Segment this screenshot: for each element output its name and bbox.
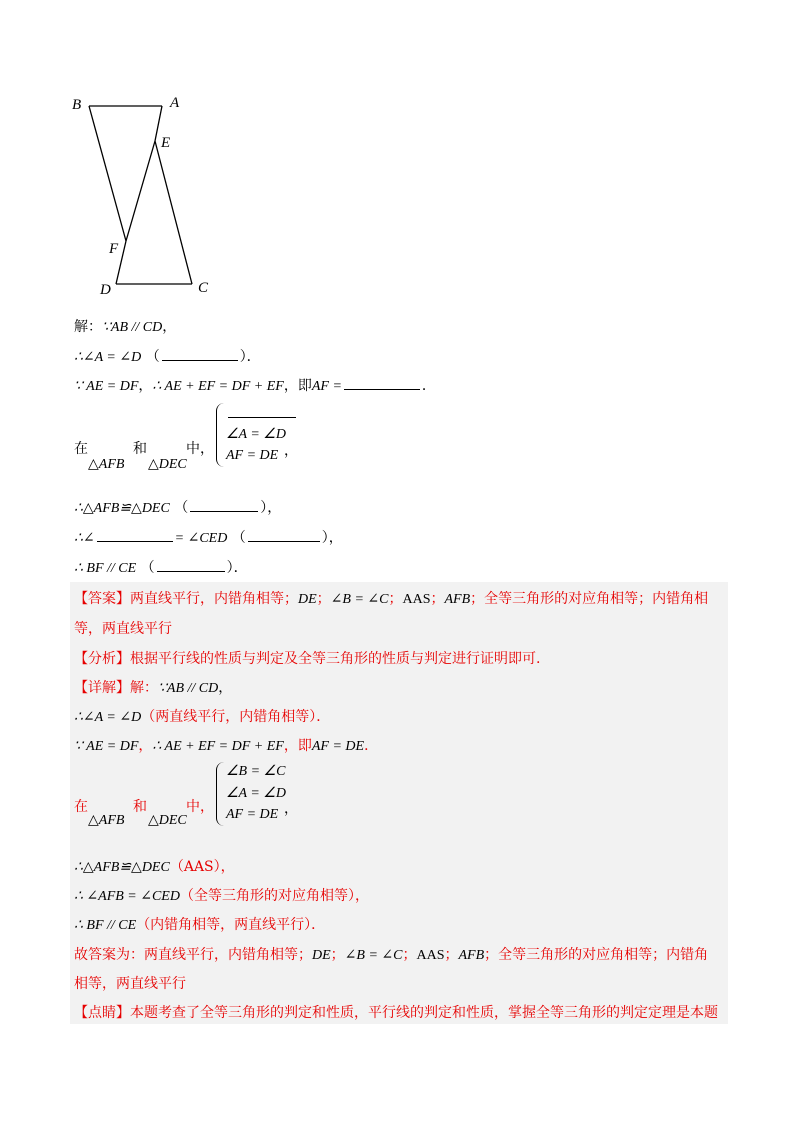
punct: ， — [138, 378, 153, 394]
punct: ）， — [321, 530, 343, 546]
punct: ）． — [226, 560, 248, 576]
punct: ； — [444, 947, 459, 963]
math-expr: ∵AB // CD — [102, 320, 163, 335]
system-row-3: AF = DE — [226, 807, 279, 822]
math-expr: ∴ AE + EF = DF + EF — [152, 739, 284, 754]
question-line-2 — [74, 346, 261, 366]
math-expr: ∴∠A = ∠D — [74, 710, 142, 725]
punct: ， — [284, 801, 298, 817]
text: 根据平行线的性质与判定及全等三角形的性质与判定进行证明即可. — [130, 651, 541, 667]
text: 和 — [133, 441, 147, 457]
segment-EC — [155, 141, 192, 284]
blank-reason-2[interactable] — [190, 499, 258, 512]
text: 中， — [186, 799, 214, 815]
math-expr: ∴ BF // CE — [74, 918, 137, 933]
text: ，即 — [283, 738, 312, 754]
math-expr: △DEC — [148, 457, 187, 472]
answer-line-2 — [74, 618, 172, 638]
triangle-dec-label — [148, 456, 187, 473]
detail-line-9 — [74, 973, 186, 993]
punct: ； — [430, 591, 445, 607]
detail-line-6 — [74, 885, 369, 905]
blank-reason-1[interactable] — [162, 348, 238, 361]
triangle-afb-label — [88, 456, 124, 473]
punct: ， — [284, 443, 298, 459]
detail-zhong-label — [186, 796, 214, 816]
left-brace — [216, 762, 225, 826]
question-line-5 — [74, 497, 281, 517]
text: 和 — [133, 799, 147, 815]
text: （AAS）， — [169, 859, 235, 875]
detail-triangle-dec — [148, 812, 187, 829]
answer-tag: 【答案】 — [74, 591, 130, 607]
question-line-7 — [74, 557, 248, 577]
system-row-1: ∠B = ∠C — [226, 764, 286, 779]
segment-BF — [89, 106, 126, 241]
text: （内错角相等，两直线平行）． — [136, 917, 326, 933]
question-line-3 — [74, 375, 436, 395]
blank-condition-1[interactable] — [228, 405, 296, 418]
text: 两直线平行，内错角相等； — [130, 591, 298, 607]
math-expr: AFB — [458, 948, 485, 963]
label-C: C — [198, 280, 209, 296]
detail-line-5 — [74, 856, 235, 876]
blank-af-equals[interactable] — [344, 377, 420, 390]
label-D: D — [100, 282, 111, 298]
analysis-line — [74, 648, 540, 668]
punct: （ — [140, 560, 155, 576]
answer-line-1 — [74, 588, 708, 608]
zhong-label — [186, 438, 214, 458]
text: 在 — [74, 441, 88, 457]
detail-line-3 — [74, 735, 378, 755]
punct: ． — [364, 738, 379, 754]
math-expr: ∵ AE = DF — [74, 739, 139, 754]
punct: ， — [162, 319, 177, 335]
text: 等，两直线平行 — [74, 621, 172, 637]
question-line-6 — [74, 527, 343, 547]
and-label — [133, 438, 147, 458]
punct: ）， — [260, 500, 282, 516]
text: （全等三角形的对应角相等）， — [179, 888, 369, 904]
punct: ， — [138, 738, 153, 754]
label-E: E — [161, 135, 171, 151]
analysis-tag: 【分析】 — [74, 651, 130, 667]
punct: ， — [218, 680, 233, 696]
system-comma — [284, 440, 298, 460]
math-expr: AF = — [311, 379, 342, 394]
detail-triangle-afb — [88, 812, 124, 829]
detail-line-7 — [74, 914, 325, 934]
math-expr: ∴△AFB≌△DEC — [74, 860, 170, 875]
math-expr: DE — [298, 592, 317, 607]
text: 相等，两直线平行 — [74, 976, 186, 992]
math-expr: ∴△AFB≌△DEC — [74, 501, 170, 516]
punct: ； — [402, 947, 417, 963]
punct: ； — [388, 591, 403, 607]
blank-angle[interactable] — [97, 529, 173, 542]
punct: ； — [330, 947, 345, 963]
text: 中， — [186, 441, 214, 457]
punct: ）． — [239, 349, 261, 365]
math-expr: ∵AB // CD — [158, 681, 219, 696]
text: ；全等三角形的对应角相等；内错角相 — [470, 591, 709, 607]
math-expr: ∵ AE = DF — [74, 379, 139, 394]
text: ，即 — [283, 378, 312, 394]
math-expr: ∴∠A = ∠D — [74, 350, 142, 365]
text: 本题考查了全等三角形的判定和性质，平行线的判定和性质，掌握全等三角形的判定定理是本题 — [130, 1005, 718, 1021]
detail-line-1 — [74, 677, 232, 697]
system-row-3: AF = DE — [226, 448, 279, 463]
detail-line-2 — [74, 706, 330, 726]
math-expr: ∴ AE + EF = DF + EF — [152, 379, 284, 394]
punct: （ — [231, 530, 246, 546]
punct: ； — [316, 591, 331, 607]
detail-tag: 【详解】 — [74, 680, 130, 696]
label-A: A — [170, 95, 180, 111]
blank-reason-3[interactable] — [248, 529, 320, 542]
geometry-figure — [60, 85, 230, 305]
text: （两直线平行，内错角相等）． — [141, 709, 331, 725]
text: 故答案为：两直线平行，内错角相等； — [74, 947, 312, 963]
math-expr: DE — [312, 948, 331, 963]
punct: （ — [174, 500, 189, 516]
math-expr: ∴ ∠AFB = ∠CED — [74, 889, 180, 904]
comment-tag: 【点睛】 — [74, 1005, 130, 1021]
solution-prefix: 解： — [74, 319, 102, 335]
detail-in-label — [74, 796, 88, 816]
question-line-4 — [74, 438, 88, 458]
math-expr: ∴∠ — [74, 531, 95, 546]
left-brace — [216, 403, 225, 467]
math-expr: AAS — [416, 948, 445, 963]
comment-line — [74, 1002, 718, 1022]
math-expr: ∠B = ∠C — [344, 948, 403, 963]
system-row-2: ∠A = ∠D — [226, 427, 286, 442]
system-row-2: ∠A = ∠D — [226, 786, 286, 801]
question-line-1 — [74, 316, 176, 336]
label-F: F — [109, 241, 119, 257]
blank-reason-4[interactable] — [157, 559, 225, 572]
math-expr: △AFB — [88, 457, 125, 472]
math-expr: ∴ BF // CE — [74, 561, 137, 576]
label-B: B — [72, 97, 82, 113]
math-expr: = ∠CED — [174, 531, 228, 546]
math-expr: ∠B = ∠C — [330, 592, 389, 607]
math-expr: △DEC — [148, 813, 187, 828]
math-expr: △AFB — [88, 813, 125, 828]
text: 在 — [74, 799, 88, 815]
detail-and-label — [133, 796, 147, 816]
math-expr: AF = DE — [311, 739, 365, 754]
punct: （ — [145, 349, 160, 365]
detail-system-comma — [284, 798, 298, 818]
text: 解： — [130, 680, 158, 696]
math-expr: AAS — [402, 592, 431, 607]
detail-line-8 — [74, 944, 708, 964]
segment-EF — [126, 141, 155, 241]
punct: ． — [421, 378, 436, 394]
text: ；全等三角形的对应角相等；内错角 — [484, 947, 709, 963]
math-expr: AFB — [444, 592, 471, 607]
